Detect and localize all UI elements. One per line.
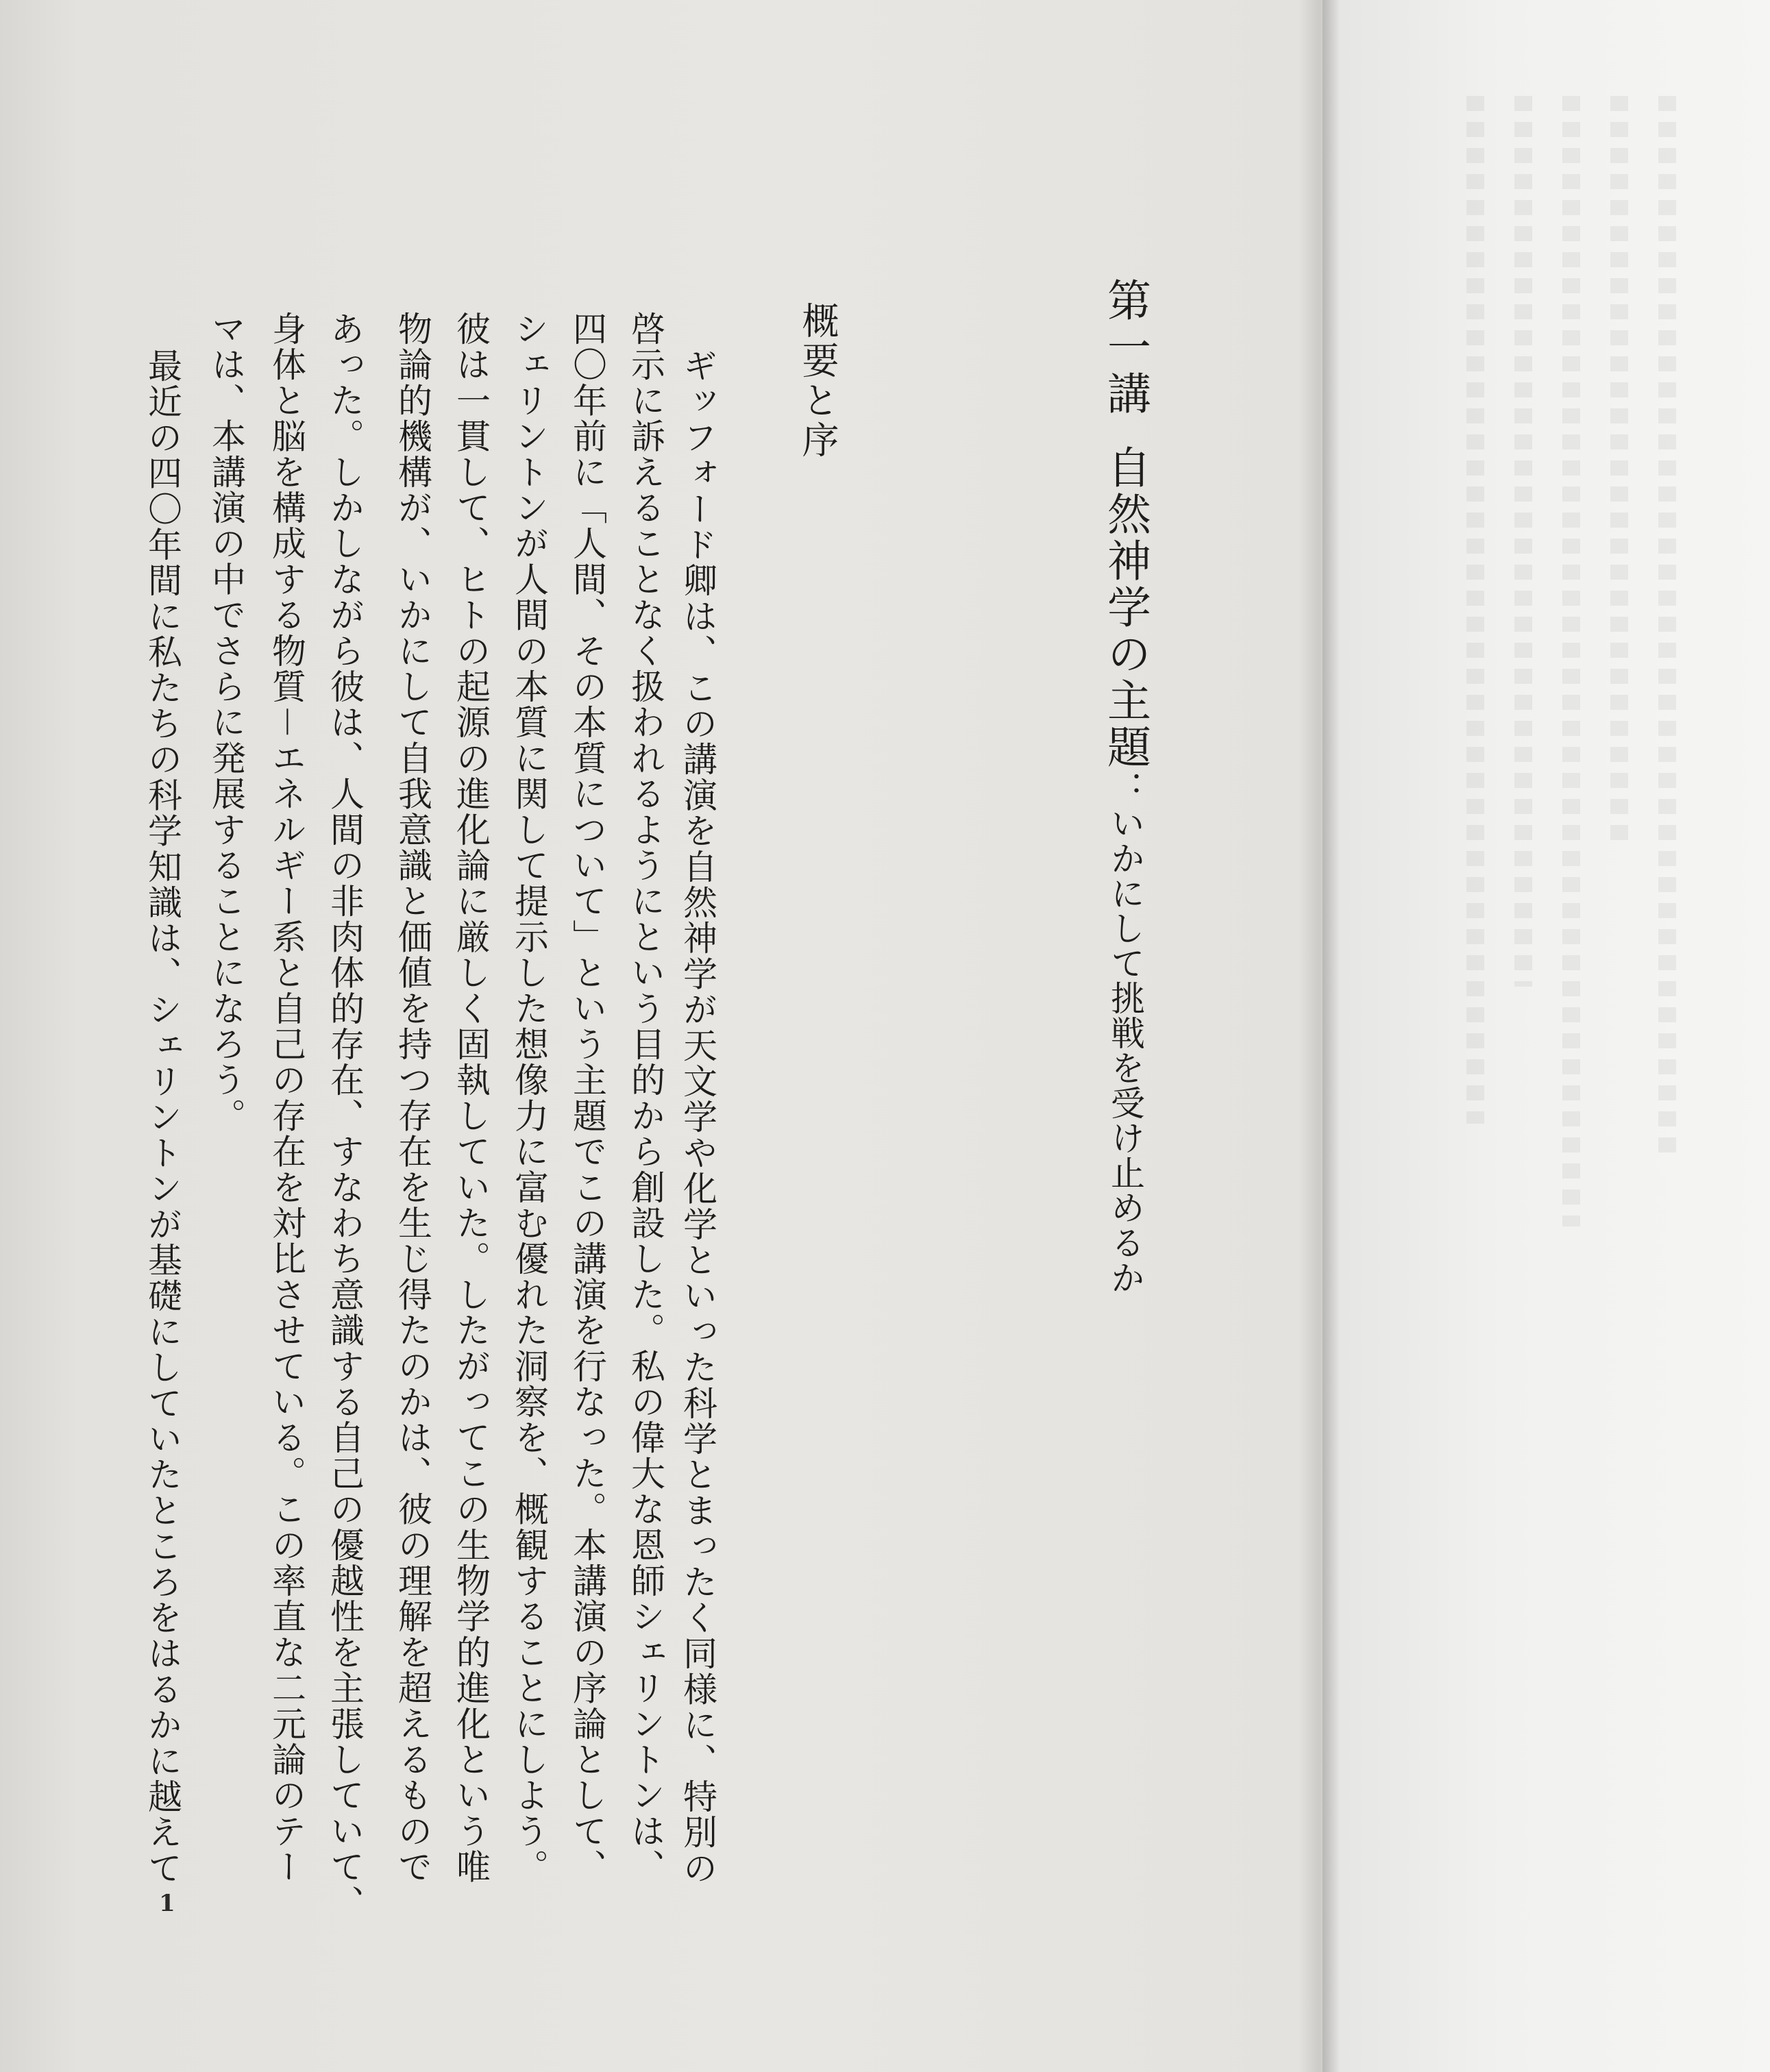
section-heading: 概要と序 [796,301,839,460]
page-number: 1 [159,1890,175,1917]
body-line-3: 四〇年前に「人間、その本質について」という主題でこの講演を行なった。本講演の序論として、 [567,311,607,1885]
body-line-5: 彼は一貫して、ヒトの起源の進化論に厳しく固執していた。したがってこの生物学的進化という唯 [451,311,491,1885]
body-line-2: 啓示に訴えることなく扱われるようにという目的から創設した。私の偉大な恩師シェリントンは、 [626,311,665,1885]
book-gutter [1299,0,1340,2072]
show-through-text [1514,96,1532,987]
body-line-8: 身体と脳を構成する物質－エネルギー系と自己の存在を対比させている。この率直な二元論のテー [267,311,306,1885]
right-page [1323,0,1770,2072]
body-line-7: あった。しかしながら彼は、人間の非肉体的存在、すなわち意識する自己の優越性を主張していて、 [325,311,365,1921]
body-line-1: ギッフォード卿は、この講演を自然神学が天文学や化学といった科学とまったく同様に、特別の [678,348,717,1886]
show-through-text [1562,96,1580,1226]
body-line-9: マは、本講演の中でさらに発展することになろう。 [206,311,246,1134]
show-through-text [1466,96,1484,1124]
chapter-number: 第一講 [1100,278,1151,417]
chapter-heading [1100,278,1151,1295]
body-line-4: シェリントンが人間の本質に関して提示した想像力に富む優れた洞察を、概観することにしよう。 [509,311,549,1885]
chapter-title: 自然神学の主題 [1100,445,1151,771]
body-line-6: 物論的機構が、いかにして自我意識と価値を持つ存在を生じ得たのかは、彼の理解を超えるもので [393,311,432,1885]
chapter-subtitle: ：いかにして挑戦を受け止めるか [1105,771,1145,1295]
show-through-text [1610,96,1628,850]
show-through-text [1658,96,1676,1158]
body-line-10: 最近の四〇年間に私たちの科学知識は、シェリントンが基礎にしていたところをはるかに越えて [143,348,182,1886]
